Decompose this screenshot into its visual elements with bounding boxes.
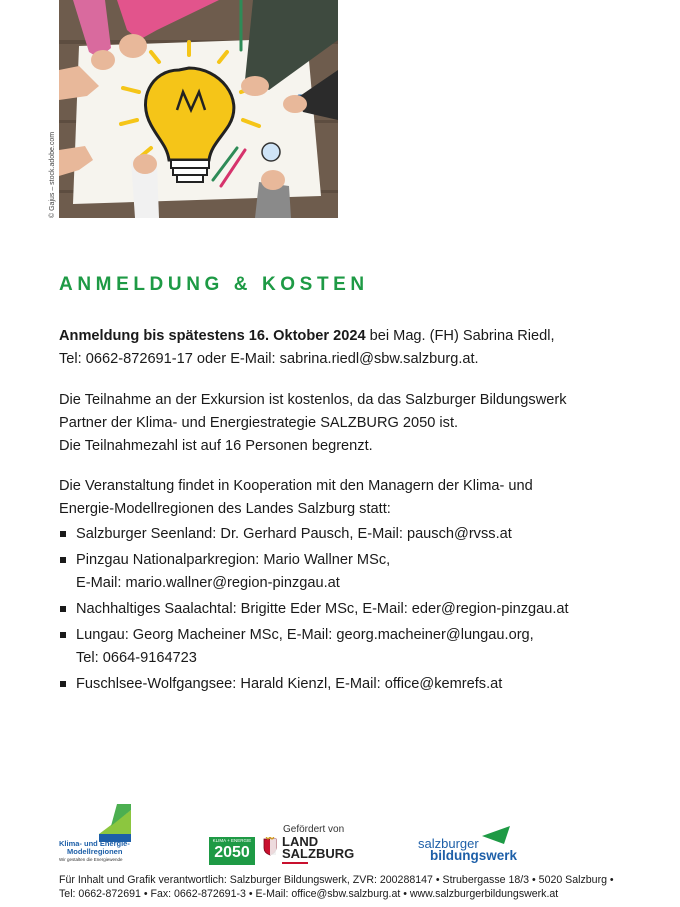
region-list <box>59 523 659 699</box>
registration-paragraph <box>59 325 649 371</box>
region-email: E-Mail: mario.wallner@region-pinzgau.at <box>76 575 340 591</box>
footer-line: Für Inhalt und Grafik verantwortlich: Salzburger Bildungswerk, ZVR: 200288147 • Strubergasse 18/3 • 5020 Salzburg • <box>59 874 614 886</box>
participation-paragraph <box>59 389 649 458</box>
ke-top-text: KLIMA + ENERGIE <box>212 838 252 843</box>
land-line: LAND <box>282 834 319 849</box>
sbw-line: bildungswerk <box>430 848 518 863</box>
list-item <box>59 673 659 696</box>
list-item <box>59 624 659 670</box>
participation-line: Partner der Klima- und Energiestrategie SALZBURG 2050 ist. <box>59 415 459 431</box>
footer-line: Tel: 0662-872691 • Fax: 0662-872691-3 • E-Mail: office@sbw.salzburg.at • www.salzburgerbildungswerk.at <box>59 888 559 900</box>
klima-energie-2050-logo <box>209 837 255 865</box>
cooperation-line: Energie-Modellregionen des Landes Salzburg statt: <box>59 501 391 517</box>
participation-line: Die Teilnahme an der Exkursion ist kostenlos, da das Salzburger Bildungswerk <box>59 392 567 408</box>
region-phone: Tel: 0664-9164723 <box>76 650 197 666</box>
list-item <box>59 549 659 595</box>
region-text: Lungau: Georg Macheiner MSc, E-Mail: georg.macheiner@lungau.org, <box>76 627 534 643</box>
section-heading: ANMELDUNG & KOSTEN <box>59 274 369 295</box>
salzburger-bildungswerk-logo <box>418 824 518 866</box>
cooperation-line: Die Veranstaltung findet in Kooperation mit den Managern der Klima- und <box>59 478 533 494</box>
footer <box>59 873 614 901</box>
ke-year: 2050 <box>214 844 250 861</box>
region-text: Salzburger Seenland: Dr. Gerhard Pausch, E-Mail: pausch@rvss.at <box>76 526 512 542</box>
salzburg-crest-icon <box>263 837 277 856</box>
region-text: Pinzgau Nationalparkregion: Mario Wallner MSc, <box>76 552 391 568</box>
registration-contact: bei Mag. (FH) Sabrina Riedl, <box>365 328 555 344</box>
land-salzburg-logo <box>282 836 354 860</box>
klima-energie-logo-text <box>59 840 130 864</box>
registration-deadline: Anmeldung bis spätestens 16. Oktober 2024 <box>59 328 366 344</box>
bildungswerk-flag-icon <box>482 826 512 844</box>
registration-phone-email: Tel: 0662-872691-17 oder E-Mail: sabrina.riedl@sbw.salzburg.at. <box>59 351 479 367</box>
klima-line: Modellregionen <box>67 847 123 856</box>
list-item <box>59 598 659 621</box>
region-text: Nachhaltiges Saalachtal: Brigitte Eder MSc, E-Mail: eder@region-pinzgau.at <box>76 601 569 617</box>
land-line: SALZBURG <box>282 846 355 861</box>
lightbulb-drawing-image <box>59 0 338 218</box>
cooperation-paragraph <box>59 475 649 521</box>
sponsor-logos <box>0 790 680 870</box>
list-item <box>59 523 659 546</box>
photo-credit: © Gajus – stock.adobe.com <box>49 131 56 218</box>
klima-tagline: Wir gestalten die Energiewende <box>59 857 123 862</box>
region-text: Fuschlsee-Wolfgangsee: Harald Kienzl, E-Mail: office@kemrefs.at <box>76 676 503 692</box>
participation-line: Die Teilnahmezahl ist auf 16 Personen begrenzt. <box>59 438 373 454</box>
land-salzburg-bar <box>282 862 308 864</box>
funding-label: Gefördert von <box>283 824 345 835</box>
sbw-line: salzburger <box>418 836 479 851</box>
klima-line: Klima- und Energie- <box>59 839 130 848</box>
